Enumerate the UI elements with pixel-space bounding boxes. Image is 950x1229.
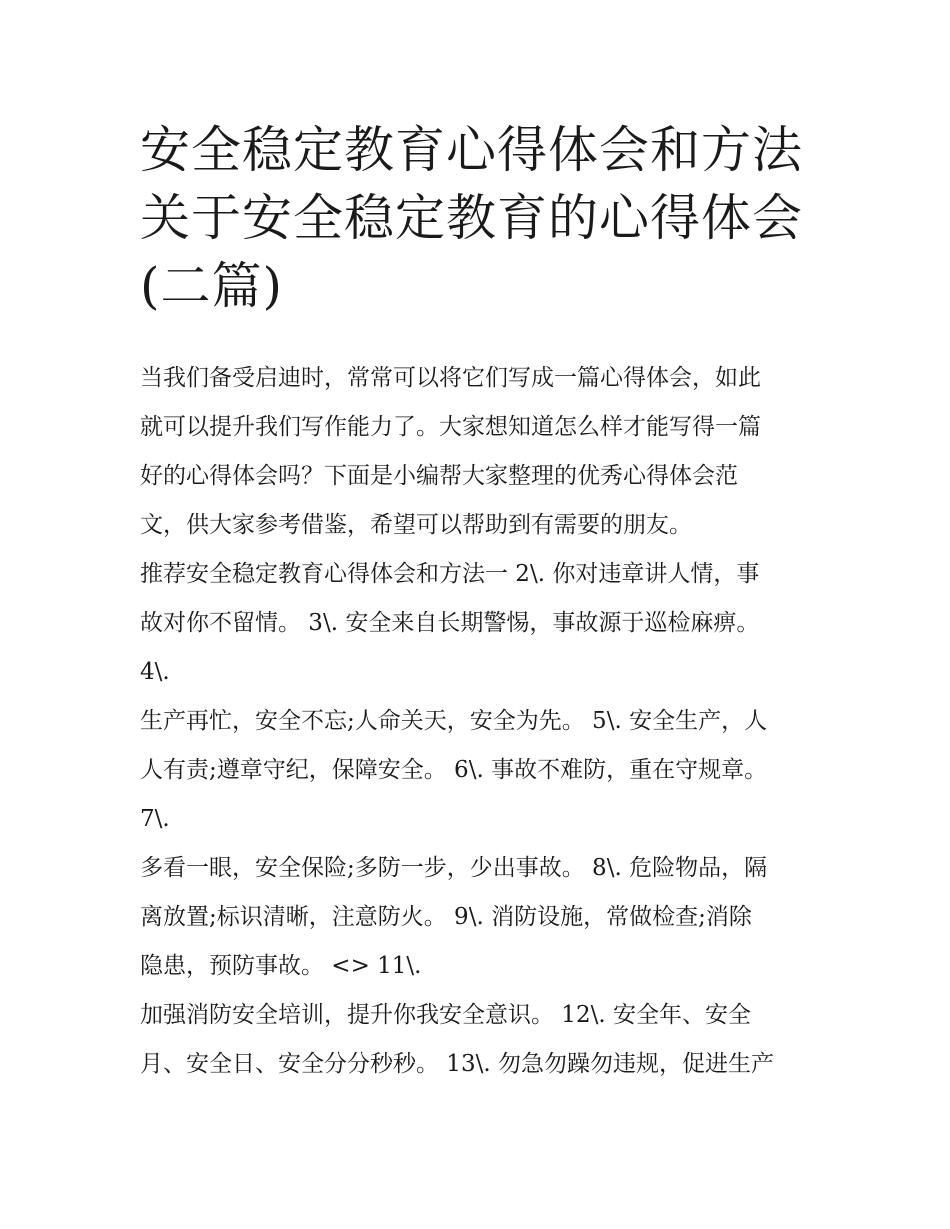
body-line: 推荐安全稳定教育心得体会和方法一 2\. 你对违章讲人情，事 (140, 561, 760, 587)
body-line: 人有责;遵章守纪，保障安全。 6\. 事故不难防，重在守规章。 (140, 757, 768, 783)
body-line: 生产再忙，安全不忘;人命关天，安全为先。 5\. 安全生产，人 (140, 708, 768, 734)
body-line: 月、安全日、安全分分秒秒。 13\. 勿急勿躁勿违规，促进生产 (140, 1051, 774, 1077)
title-line-2: 关于安全稳定教育的心得体会 (140, 189, 803, 247)
document-title (140, 116, 830, 320)
title-line-1: 安全稳定教育心得体会和方法 (140, 121, 803, 179)
body-line: 当我们备受启迪时，常常可以将它们写成一篇心得体会，如此 (140, 365, 761, 391)
body-line: 4\. (140, 659, 170, 685)
body-line: 故对你不留情。 3\. 安全来自长期警惕，事故源于巡检麻痹。 (140, 610, 760, 636)
body-line: 好的心得体会吗？下面是小编帮大家整理的优秀心得体会范 (140, 463, 738, 489)
body-line: 多看一眼，安全保险;多防一步，少出事故。 8\. 危险物品，隔 (140, 855, 768, 881)
body-line: 7\. (140, 806, 170, 832)
body-line: 就可以提升我们写作能力了。大家想知道怎么样才能写得一篇 (140, 414, 761, 440)
body-line: 加强消防安全培训，提升你我安全意识。 12\. 安全年、安全 (140, 1002, 751, 1028)
body-line: 隐患，预防事故。 <> 11\. (140, 953, 422, 979)
body-line: 离放置;标识清晰，注意防火。 9\. 消防设施，常做检查;消除 (140, 904, 752, 930)
title-line-3: (二篇) (140, 257, 284, 315)
document-body (140, 354, 830, 1089)
body-line: 文，供大家参考借鉴，希望可以帮助到有需要的朋友。 (140, 512, 692, 538)
